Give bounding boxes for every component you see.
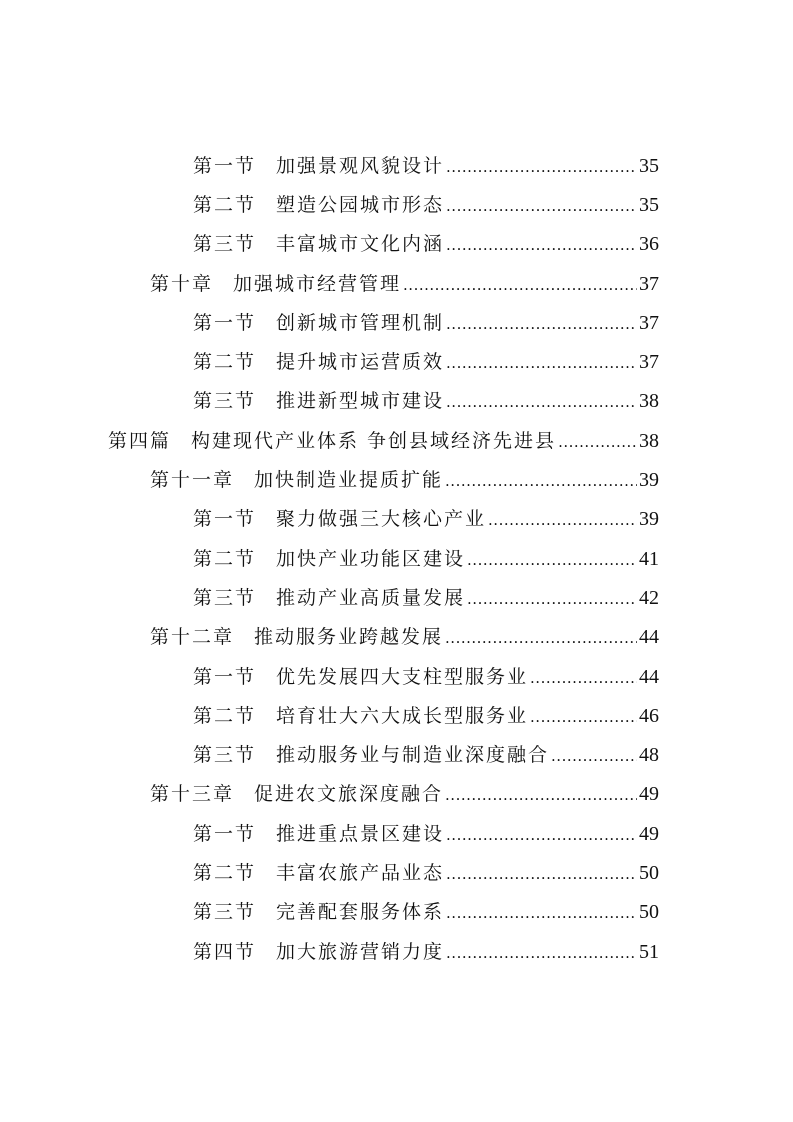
toc-page-number: 42 — [639, 586, 659, 609]
toc-dot-leader — [446, 155, 637, 179]
toc-page-number: 51 — [639, 940, 659, 963]
toc-dot-leader — [446, 194, 637, 218]
toc-entry-title: 推进重点景区建设 — [276, 822, 445, 845]
toc-dot-leader — [467, 548, 637, 572]
toc-entry-title: 促进农文旅深度融合 — [254, 783, 444, 806]
toc-page-number: 38 — [639, 390, 659, 413]
toc-entry[interactable] — [0, 225, 793, 264]
toc-entry-number: 第一节 — [193, 665, 257, 688]
toc-entry-number: 第四节 — [193, 940, 257, 963]
toc-page-number: 35 — [639, 154, 659, 177]
toc-entry-number: 第三节 — [193, 233, 257, 256]
toc-entry[interactable] — [0, 264, 793, 303]
toc-entry[interactable] — [0, 185, 793, 224]
toc-entry-title: 提升城市运营质效 — [276, 351, 445, 374]
toc-entry-title: 加快产业功能区建设 — [276, 547, 466, 570]
toc-entry[interactable] — [0, 146, 793, 185]
toc-entry-number: 第一节 — [193, 311, 257, 334]
toc-entry[interactable] — [0, 932, 793, 971]
toc-entry-number: 第三节 — [193, 586, 257, 609]
toc-entry-title: 创新城市管理机制 — [276, 311, 445, 334]
toc-entry-title: 推动产业高质量发展 — [276, 586, 466, 609]
toc-entry-title: 丰富农旅产品业态 — [276, 861, 445, 884]
toc-entry[interactable] — [0, 853, 793, 892]
toc-dot-leader — [467, 587, 637, 611]
toc-dot-leader — [530, 666, 637, 690]
toc-dot-leader — [446, 351, 637, 375]
toc-entry-number: 第一节 — [193, 508, 257, 531]
toc-entry-title: 推动服务业与制造业深度融合 — [276, 744, 550, 767]
toc-entry-title: 推动服务业跨越发展 — [254, 626, 444, 649]
toc-entry[interactable] — [0, 735, 793, 774]
toc-entry-number: 第三节 — [193, 901, 257, 924]
toc-dot-leader — [445, 626, 637, 650]
toc-entry-title: 聚力做强三大核心产业 — [276, 508, 487, 531]
toc-page-number: 46 — [639, 704, 659, 727]
toc-page-number: 48 — [639, 744, 659, 767]
toc-entry-number: 第一节 — [193, 822, 257, 845]
toc-page-number: 44 — [639, 665, 659, 688]
toc-entry-number: 第三节 — [193, 390, 257, 413]
toc-dot-leader — [403, 273, 637, 297]
toc-page-number: 38 — [639, 429, 659, 452]
toc-page-number: 50 — [639, 901, 659, 924]
toc-dot-leader — [488, 508, 637, 532]
toc-dot-leader — [446, 862, 637, 886]
toc-page-number: 44 — [639, 626, 659, 649]
toc-page-number: 41 — [639, 547, 659, 570]
toc-entry-title: 加强景观风貌设计 — [276, 154, 445, 177]
toc-entry-title: 完善配套服务体系 — [276, 901, 445, 924]
toc-page-number: 49 — [639, 783, 659, 806]
toc-entry[interactable] — [0, 342, 793, 381]
toc-entry-number: 第三节 — [193, 744, 257, 767]
toc-page-number: 50 — [639, 861, 659, 884]
toc-entry-number: 第二节 — [193, 704, 257, 727]
toc-page-number: 37 — [639, 272, 659, 295]
toc-entry-number: 第十章 — [150, 272, 214, 295]
toc-entry-number: 第四篇 — [108, 429, 172, 452]
toc-dot-leader — [446, 233, 637, 257]
toc-entry-title: 构建现代产业体系 争创县域经济先进县 — [191, 429, 557, 452]
toc-entry-title: 加大旅游营销力度 — [276, 940, 445, 963]
toc-page-number: 39 — [639, 469, 659, 492]
toc-page-number: 39 — [639, 508, 659, 531]
toc-dot-leader — [558, 430, 637, 454]
toc-entry-title: 推进新型城市建设 — [276, 390, 445, 413]
toc-entry-title: 优先发展四大支柱型服务业 — [276, 665, 529, 688]
toc-entry[interactable] — [0, 775, 793, 814]
toc-entry[interactable] — [0, 696, 793, 735]
toc-entry-title: 丰富城市文化内涵 — [276, 233, 445, 256]
toc-page-number: 36 — [639, 233, 659, 256]
table-of-contents — [0, 146, 793, 971]
toc-entry[interactable] — [0, 421, 793, 460]
toc-entry[interactable] — [0, 893, 793, 932]
toc-entry-number: 第十三章 — [150, 783, 235, 806]
toc-entry[interactable] — [0, 382, 793, 421]
toc-dot-leader — [445, 783, 637, 807]
toc-dot-leader — [551, 744, 637, 768]
toc-entry[interactable] — [0, 578, 793, 617]
toc-page-number: 37 — [639, 311, 659, 334]
toc-entry-number: 第二节 — [193, 193, 257, 216]
toc-entry[interactable] — [0, 500, 793, 539]
toc-entry-number: 第十一章 — [150, 469, 235, 492]
toc-entry-number: 第二节 — [193, 351, 257, 374]
toc-dot-leader — [446, 312, 637, 336]
toc-entry-number: 第二节 — [193, 547, 257, 570]
toc-dot-leader — [445, 469, 637, 493]
toc-entry-title: 加强城市经营管理 — [233, 272, 402, 295]
toc-entry-number: 第二节 — [193, 861, 257, 884]
toc-page-number: 35 — [639, 193, 659, 216]
toc-entry[interactable] — [0, 814, 793, 853]
toc-entry[interactable] — [0, 618, 793, 657]
toc-entry-number: 第十二章 — [150, 626, 235, 649]
toc-entry-title: 加快制造业提质扩能 — [254, 469, 444, 492]
toc-entry[interactable] — [0, 303, 793, 342]
toc-entry-title: 培育壮大六大成长型服务业 — [276, 704, 529, 727]
toc-page-number: 37 — [639, 351, 659, 374]
toc-entry-number: 第一节 — [193, 154, 257, 177]
toc-dot-leader — [446, 901, 637, 925]
toc-entry[interactable] — [0, 460, 793, 499]
toc-dot-leader — [446, 941, 637, 965]
toc-entry[interactable] — [0, 539, 793, 578]
toc-entry-title: 塑造公园城市形态 — [276, 193, 445, 216]
toc-page-number: 49 — [639, 822, 659, 845]
toc-dot-leader — [446, 390, 637, 414]
toc-dot-leader — [446, 823, 637, 847]
toc-dot-leader — [530, 705, 637, 729]
toc-entry[interactable] — [0, 657, 793, 696]
